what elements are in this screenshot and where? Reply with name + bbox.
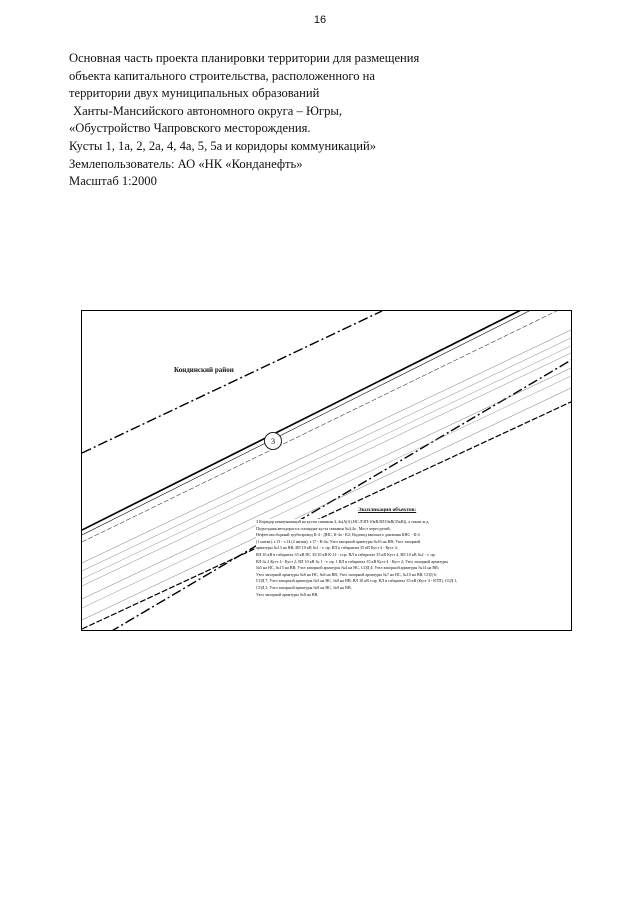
planning-map bbox=[81, 310, 572, 631]
header-line: объекта капитального строительства, расположенного на bbox=[69, 68, 375, 83]
legend-line: ВЛ 10 кВ в габаритах 35 кВ ПС 35/10 кВ К-12 - т.пр. ВЛ в габаритах 35 кВ Куст 4, ВЛ 10 кВ №2 - т. пр. bbox=[256, 551, 436, 557]
corridor-line bbox=[82, 311, 572, 535]
header-line: территории двух муниципальных образований bbox=[69, 86, 320, 101]
header-line: «Обустройство Чапровского месторождения. bbox=[69, 121, 311, 136]
corridor-edge-line bbox=[82, 311, 572, 530]
document-header bbox=[69, 50, 589, 191]
header-line: Кусты 1, 1а, 2, 2а, 4, 4а, 5, 5а и коридоры коммуникаций» bbox=[69, 138, 377, 153]
legend-line: Подъездная автодорога к площадке куста скважин №4,4а , Мост через ручей, bbox=[256, 525, 391, 531]
boundary-line bbox=[82, 311, 382, 453]
object-number-marker: 3 bbox=[264, 432, 282, 450]
header-line: Ханты-Мансийского автономного округа – Югры, bbox=[73, 103, 343, 118]
legend-line: Нефтегазосборный трубопровод К-4 - ДНС, К-4а - К2; Водовод высокого давления КНС - К-4 bbox=[256, 532, 420, 538]
scale-line: Масштаб 1:2000 bbox=[69, 174, 157, 189]
legend-line: Узел запорной арматуры №6 на НС, №6 на ВВ; Узел запорной арматуры №7 на НС, №10 на ВВ, СОД 6; bbox=[256, 571, 437, 577]
page-number: 16 bbox=[313, 14, 327, 26]
legend-line: Узел запорной арматуры №8 на ВВ. bbox=[256, 591, 319, 597]
legend-line: СОД 7; Узел запорной арматуры №3 на НС, №8 на ВВ; ВЛ 10 кВ т.пр. ВЛ в габаритах 35 кВ (Куст 4 - КТП), СОД 1, bbox=[256, 578, 458, 584]
legend-line: СОД 2; Узел запорной арматуры №9 на НС, №9 на ВВ; bbox=[256, 584, 352, 590]
legend-line: арматуры №13 на ВВ; ВЛ 10 кВ №1 - т. пр. ВЛ к габаритам 35 кВ Куст 4 - Куст 4; bbox=[256, 545, 398, 551]
legend-line: №5 на НС, №15 на ВВ; Узел запорной арматуры №4 на НС, СОД 4; Узел запорной арматуры №14 на ВВ; bbox=[256, 565, 439, 571]
district-label: Кондинский район bbox=[174, 366, 234, 374]
land-user-line: Землепользователь: АО «НК «Конданефть» bbox=[69, 156, 303, 171]
legend-line: (1 нитка), т.13 - т.14 (2 нитки), т.17 - К-4а; Узел запорной арматуры №16 на ВВ; Узел запорной bbox=[256, 538, 421, 544]
legend-line: ВЛ № 2 Куст 4 - Куст 2; ВЛ 10 кВ № 1 - т. пр. 1 ВЛ в габаритах 35 кВ Куст 4 - Куст 2; Узел запорной арматуры bbox=[256, 558, 448, 564]
legend-list bbox=[256, 519, 570, 598]
header-line: Основная часть проекта планировки территории для размещения bbox=[69, 51, 420, 65]
legend-line: 3 Коридор коммуникаций на кусты скважин 4, 4а(А(А).НС.ЛЭП-10кВ.ВЛ10кВ(35кВ)), а также ж.д. bbox=[256, 519, 430, 524]
corridor-dashed-line bbox=[82, 311, 572, 542]
legend-title: Экспликация объектов: bbox=[358, 507, 417, 513]
